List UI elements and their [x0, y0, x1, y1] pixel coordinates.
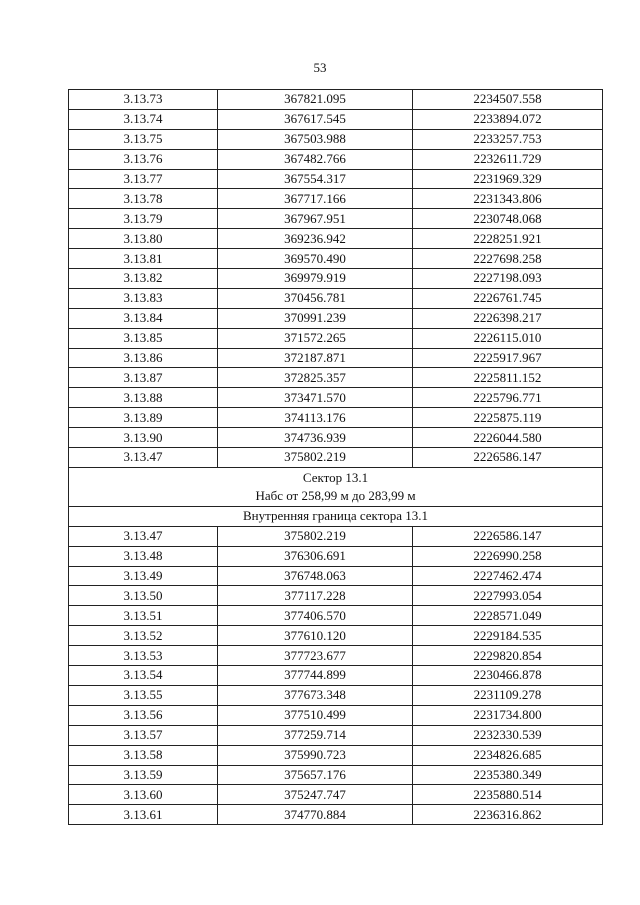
y-coordinate-cell: 2228571.049: [413, 606, 603, 626]
y-coordinate-cell: 2225796.771: [413, 388, 603, 408]
y-coordinate-cell: 2233257.753: [413, 129, 603, 149]
table-row: [69, 328, 603, 348]
point-id-cell: 3.13.76: [69, 149, 218, 169]
x-coordinate-cell: 376306.691: [218, 546, 413, 566]
table-row: [69, 189, 603, 209]
y-coordinate-cell: 2229184.535: [413, 626, 603, 646]
x-coordinate-cell: 367482.766: [218, 149, 413, 169]
x-coordinate-cell: 370456.781: [218, 288, 413, 308]
y-coordinate-cell: 2236316.862: [413, 805, 603, 825]
table-row: [69, 308, 603, 328]
table-row: [69, 725, 603, 745]
table-row: [69, 209, 603, 229]
table-row: [69, 129, 603, 149]
point-id-cell: 3.13.79: [69, 209, 218, 229]
y-coordinate-cell: 2226586.147: [413, 448, 603, 468]
table-row: [69, 626, 603, 646]
x-coordinate-cell: 372187.871: [218, 348, 413, 368]
y-coordinate-cell: 2226990.258: [413, 546, 603, 566]
x-coordinate-cell: 373471.570: [218, 388, 413, 408]
x-coordinate-cell: 374770.884: [218, 805, 413, 825]
x-coordinate-cell: 377610.120: [218, 626, 413, 646]
table-row: [69, 546, 603, 566]
page-number: 53: [313, 60, 327, 75]
table-row: [69, 606, 603, 626]
y-coordinate-cell: 2229820.854: [413, 646, 603, 666]
table-row: [69, 448, 603, 468]
x-coordinate-cell: 375990.723: [218, 745, 413, 765]
coordinates-table-bottom: [69, 526, 603, 824]
table-row: [69, 666, 603, 686]
point-id-cell: 3.13.81: [69, 249, 218, 269]
y-coordinate-cell: 2234507.558: [413, 90, 603, 110]
x-coordinate-cell: 375802.219: [218, 526, 413, 546]
table-row: [69, 348, 603, 368]
y-coordinate-cell: 2233894.072: [413, 109, 603, 129]
table-row: [69, 428, 603, 448]
coordinates-table-top: [69, 90, 603, 468]
table-row: [69, 408, 603, 428]
point-id-cell: 3.13.90: [69, 428, 218, 448]
x-coordinate-cell: 374113.176: [218, 408, 413, 428]
y-coordinate-cell: 2231734.800: [413, 705, 603, 725]
table-row: [69, 109, 603, 129]
point-id-cell: 3.13.51: [69, 606, 218, 626]
y-coordinate-cell: 2234826.685: [413, 745, 603, 765]
y-coordinate-cell: 2227993.054: [413, 586, 603, 606]
x-coordinate-cell: 377259.714: [218, 725, 413, 745]
point-id-cell: 3.13.50: [69, 586, 218, 606]
point-id-cell: 3.13.60: [69, 785, 218, 805]
table-row: [69, 368, 603, 388]
y-coordinate-cell: 2225811.152: [413, 368, 603, 388]
point-id-cell: 3.13.59: [69, 765, 218, 785]
point-id-cell: 3.13.48: [69, 546, 218, 566]
y-coordinate-cell: 2231969.329: [413, 169, 603, 189]
y-coordinate-cell: 2230748.068: [413, 209, 603, 229]
y-coordinate-cell: 2226761.745: [413, 288, 603, 308]
x-coordinate-cell: 371572.265: [218, 328, 413, 348]
point-id-cell: 3.13.54: [69, 666, 218, 686]
y-coordinate-cell: 2228251.921: [413, 229, 603, 249]
y-coordinate-cell: 2231343.806: [413, 189, 603, 209]
table-row: [69, 249, 603, 269]
x-coordinate-cell: 377510.499: [218, 705, 413, 725]
coordinates-table: [68, 89, 603, 825]
y-coordinate-cell: 2235880.514: [413, 785, 603, 805]
x-coordinate-cell: 369979.919: [218, 269, 413, 289]
x-coordinate-cell: 375657.176: [218, 765, 413, 785]
y-coordinate-cell: 2227198.093: [413, 269, 603, 289]
point-id-cell: 3.13.75: [69, 129, 218, 149]
table-row: [69, 169, 603, 189]
point-id-cell: 3.13.87: [69, 368, 218, 388]
x-coordinate-cell: 375247.747: [218, 785, 413, 805]
x-coordinate-cell: 369236.942: [218, 229, 413, 249]
x-coordinate-cell: 377406.570: [218, 606, 413, 626]
x-coordinate-cell: 367967.951: [218, 209, 413, 229]
section-title-cell: [69, 467, 603, 506]
point-id-cell: 3.13.86: [69, 348, 218, 368]
point-id-cell: 3.13.56: [69, 705, 218, 725]
table-row: [69, 805, 603, 825]
x-coordinate-cell: 374736.939: [218, 428, 413, 448]
table-row: [69, 288, 603, 308]
x-coordinate-cell: 377673.348: [218, 685, 413, 705]
point-id-cell: 3.13.78: [69, 189, 218, 209]
y-coordinate-cell: 2225917.967: [413, 348, 603, 368]
point-id-cell: 3.13.61: [69, 805, 218, 825]
y-coordinate-cell: 2230466.878: [413, 666, 603, 686]
y-coordinate-cell: 2226115.010: [413, 328, 603, 348]
point-id-cell: 3.13.77: [69, 169, 218, 189]
point-id-cell: 3.13.49: [69, 566, 218, 586]
table-row: [69, 705, 603, 725]
point-id-cell: 3.13.52: [69, 626, 218, 646]
y-coordinate-cell: 2231109.278: [413, 685, 603, 705]
section-title-row: [69, 467, 603, 506]
point-id-cell: 3.13.80: [69, 229, 218, 249]
table-row: [69, 90, 603, 110]
section-boundary: Внутренняя граница сектора 13.1: [69, 506, 603, 526]
y-coordinate-cell: 2226586.147: [413, 526, 603, 546]
table-row: [69, 586, 603, 606]
point-id-cell: 3.13.55: [69, 685, 218, 705]
x-coordinate-cell: 367554.317: [218, 169, 413, 189]
point-id-cell: 3.13.47: [69, 526, 218, 546]
y-coordinate-cell: 2232330.539: [413, 725, 603, 745]
section-subtitle: Набс от 258,99 м до 283,99 м: [255, 487, 416, 503]
point-id-cell: 3.13.74: [69, 109, 218, 129]
point-id-cell: 3.13.53: [69, 646, 218, 666]
table-row: [69, 388, 603, 408]
point-id-cell: 3.13.85: [69, 328, 218, 348]
point-id-cell: 3.13.58: [69, 745, 218, 765]
x-coordinate-cell: 377744.899: [218, 666, 413, 686]
table-row: [69, 646, 603, 666]
point-id-cell: 3.13.47: [69, 448, 218, 468]
x-coordinate-cell: 367617.545: [218, 109, 413, 129]
section-header: [69, 467, 603, 526]
point-id-cell: 3.13.83: [69, 288, 218, 308]
x-coordinate-cell: 375802.219: [218, 448, 413, 468]
table-row: [69, 765, 603, 785]
point-id-cell: 3.13.88: [69, 388, 218, 408]
x-coordinate-cell: 377117.228: [218, 586, 413, 606]
section-title: Сектор 13.1: [302, 469, 369, 485]
table-row: [69, 526, 603, 546]
y-coordinate-cell: 2225875.119: [413, 408, 603, 428]
x-coordinate-cell: 370991.239: [218, 308, 413, 328]
table-row: [69, 229, 603, 249]
point-id-cell: 3.13.89: [69, 408, 218, 428]
y-coordinate-cell: 2226398.217: [413, 308, 603, 328]
table-row: [69, 566, 603, 586]
y-coordinate-cell: 2226044.580: [413, 428, 603, 448]
x-coordinate-cell: 367503.988: [218, 129, 413, 149]
x-coordinate-cell: 372825.357: [218, 368, 413, 388]
y-coordinate-cell: 2232611.729: [413, 149, 603, 169]
point-id-cell: 3.13.73: [69, 90, 218, 110]
point-id-cell: 3.13.82: [69, 269, 218, 289]
x-coordinate-cell: 367717.166: [218, 189, 413, 209]
y-coordinate-cell: 2227462.474: [413, 566, 603, 586]
table-row: [69, 269, 603, 289]
y-coordinate-cell: 2227698.258: [413, 249, 603, 269]
x-coordinate-cell: 376748.063: [218, 566, 413, 586]
table-row: [69, 149, 603, 169]
x-coordinate-cell: 369570.490: [218, 249, 413, 269]
y-coordinate-cell: 2235380.349: [413, 765, 603, 785]
table-row: [69, 685, 603, 705]
x-coordinate-cell: 367821.095: [218, 90, 413, 110]
table-row: [69, 785, 603, 805]
table-row: [69, 745, 603, 765]
x-coordinate-cell: 377723.677: [218, 646, 413, 666]
point-id-cell: 3.13.84: [69, 308, 218, 328]
section-boundary-row: [69, 506, 603, 526]
point-id-cell: 3.13.57: [69, 725, 218, 745]
